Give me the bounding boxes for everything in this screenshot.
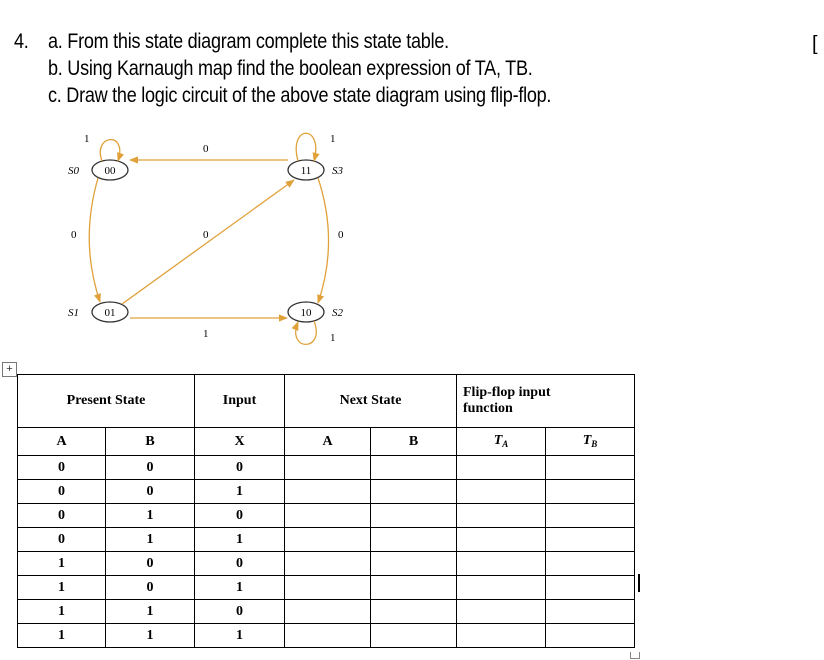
cell-ta[interactable]	[457, 600, 546, 624]
cell-b: 0	[106, 456, 195, 480]
cell-b: 1	[106, 600, 195, 624]
cell-next-b[interactable]	[371, 456, 457, 480]
cell-next-b[interactable]	[371, 504, 457, 528]
cell-b: 0	[106, 552, 195, 576]
label-s2-self: 1	[330, 332, 336, 344]
cell-next-a[interactable]	[285, 528, 371, 552]
cell-next-b[interactable]	[371, 600, 457, 624]
cell-next-a[interactable]	[285, 480, 371, 504]
cell-b: 1	[106, 528, 195, 552]
cell-next-a[interactable]	[285, 624, 371, 648]
cell-x: 1	[195, 576, 285, 600]
label-s0-to-s1: 0	[71, 229, 77, 241]
cell-next-b[interactable]	[371, 624, 457, 648]
cell-tb[interactable]	[546, 456, 635, 480]
cell-a: 0	[18, 528, 106, 552]
label-s1-to-s2: 1	[203, 328, 209, 340]
tb-sub: B	[591, 439, 598, 450]
question-part-c: c. Draw the logic circuit of the above state diagram using flip-flop.	[48, 84, 552, 107]
table-move-handle-icon[interactable]: +	[2, 362, 17, 377]
edge-s2-self	[296, 321, 317, 344]
label-s3-to-s2: 0	[338, 229, 344, 241]
subheader-next-a: A	[285, 428, 371, 456]
cell-ta[interactable]	[457, 480, 546, 504]
cell-b: 0	[106, 576, 195, 600]
cell-b: 1	[106, 624, 195, 648]
state-name-s1: S1	[68, 307, 79, 319]
subheader-x: X	[195, 428, 285, 456]
table-row	[18, 624, 635, 648]
cell-ta[interactable]	[457, 624, 546, 648]
cell-a: 0	[18, 504, 106, 528]
label-s3-self: 1	[330, 133, 336, 145]
cell-next-b[interactable]	[371, 552, 457, 576]
subheader-ta	[457, 428, 546, 456]
table-row	[18, 456, 635, 480]
cell-next-a[interactable]	[285, 576, 371, 600]
edge-s1-to-s3	[122, 180, 294, 304]
tb-main: T	[582, 432, 592, 448]
subheader-b: B	[106, 428, 195, 456]
cell-tb[interactable]	[546, 504, 635, 528]
cell-x: 0	[195, 504, 285, 528]
cell-b: 1	[106, 504, 195, 528]
cell-next-a[interactable]	[285, 504, 371, 528]
cell-next-b[interactable]	[371, 528, 457, 552]
cell-next-b[interactable]	[371, 480, 457, 504]
state-table	[17, 374, 635, 648]
state-code-s3: 11	[300, 165, 312, 177]
cell-ta[interactable]	[457, 456, 546, 480]
ta-main: T	[493, 432, 503, 448]
cell-a: 1	[18, 600, 106, 624]
question-part-a: a. From this state diagram complete this state table.	[48, 30, 449, 53]
cell-a: 0	[18, 480, 106, 504]
ta-sub: A	[502, 439, 509, 450]
header-input: Input	[195, 375, 285, 428]
table-row	[18, 576, 635, 600]
cell-b: 0	[106, 480, 195, 504]
header-ff-line2: function	[463, 401, 513, 416]
cell-tb[interactable]	[546, 624, 635, 648]
subheader-tb	[546, 428, 635, 456]
cell-tb[interactable]	[546, 480, 635, 504]
cell-x: 0	[195, 456, 285, 480]
cell-x: 1	[195, 528, 285, 552]
edge-s3-self	[296, 133, 316, 161]
subheader-a: A	[18, 428, 106, 456]
state-name-s3: S3	[332, 165, 343, 177]
label-s1-to-s3: 0	[203, 229, 209, 241]
state-code-s2: 10	[300, 307, 312, 319]
cell-x: 1	[195, 480, 285, 504]
cell-ta[interactable]	[457, 504, 546, 528]
cell-ta[interactable]	[457, 552, 546, 576]
question-part-b: b. Using Karnaugh map find the boolean expression of TA, TB.	[48, 57, 533, 80]
edge-s3-to-s2	[318, 178, 329, 303]
cell-next-a[interactable]	[285, 552, 371, 576]
header-flip-flop-input	[457, 375, 635, 428]
cell-next-a[interactable]	[285, 600, 371, 624]
subheader-next-b: B	[371, 428, 457, 456]
cell-x: 1	[195, 624, 285, 648]
label-s0-self: 1	[84, 133, 90, 145]
header-next-state: Next State	[285, 375, 457, 428]
edge-s0-to-s1	[89, 178, 100, 302]
cell-ta[interactable]	[457, 528, 546, 552]
cell-a: 1	[18, 624, 106, 648]
edge-s0-self	[100, 140, 120, 161]
cell-a: 1	[18, 576, 106, 600]
header-present-state: Present State	[18, 375, 195, 428]
cell-next-b[interactable]	[371, 576, 457, 600]
cell-next-a[interactable]	[285, 456, 371, 480]
table-row	[18, 600, 635, 624]
cell-tb[interactable]	[546, 600, 635, 624]
state-code-s0: 00	[104, 165, 116, 177]
cell-a: 1	[18, 552, 106, 576]
table-edge-mark	[638, 574, 640, 592]
header-ff-line1: Flip-flop input	[463, 385, 551, 400]
table-resize-handle[interactable]	[630, 652, 640, 659]
cell-tb[interactable]	[546, 528, 635, 552]
table-row	[18, 528, 635, 552]
clipped-bracket: [	[812, 33, 818, 55]
cell-ta[interactable]	[457, 576, 546, 600]
question-number: 4.	[14, 30, 29, 53]
cell-tb[interactable]	[546, 552, 635, 576]
cell-a: 0	[18, 456, 106, 480]
cell-x: 0	[195, 600, 285, 624]
label-s3-to-s0: 0	[203, 143, 209, 155]
cell-tb[interactable]	[546, 576, 635, 600]
cell-x: 0	[195, 552, 285, 576]
table-row	[18, 480, 635, 504]
state-code-s1: 01	[104, 307, 116, 319]
table-row	[18, 504, 635, 528]
state-name-s2: S2	[332, 307, 343, 319]
state-name-s0: S0	[68, 165, 79, 177]
table-row	[18, 552, 635, 576]
